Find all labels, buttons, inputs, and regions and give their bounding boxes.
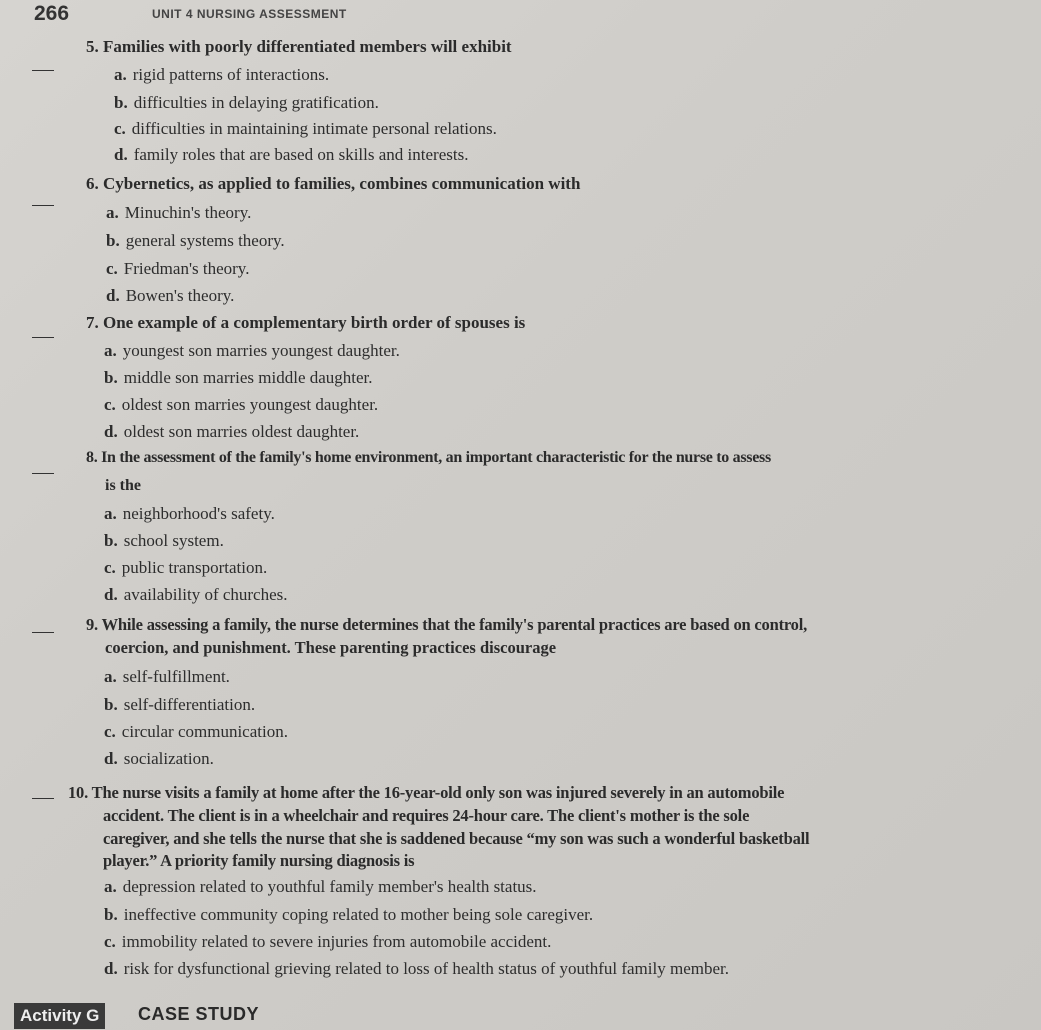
- answer-blank[interactable]: [32, 473, 54, 474]
- question-text: While assessing a family, the nurse determines that the family's parental practices are based on control,: [101, 615, 808, 634]
- option-b: [104, 530, 224, 552]
- option-text: self-differentiation.: [123, 695, 256, 714]
- option-letter: d.: [104, 422, 118, 441]
- option-text: risk for dysfunctional grieving related to loss of health status of youthful family member.: [123, 959, 729, 978]
- answer-blank[interactable]: [32, 337, 54, 338]
- option-letter: c.: [104, 395, 116, 414]
- option-c: [114, 118, 497, 140]
- question-text: One example of a complementary birth order of spouses is: [103, 313, 526, 332]
- question-stem-continued: accident. The client is in a wheelchair and requires 24-hour care. The client's mother is the sole: [103, 806, 750, 825]
- question-number: 10.: [68, 783, 89, 802]
- question-text: Cybernetics, as applied to families, combines communication with: [103, 174, 581, 193]
- question-text: The nurse visits a family at home after the 16-year-old only son was injured severely in an automobile: [91, 783, 785, 802]
- question-stem-continued: coercion, and punishment. These parenting practices discourage: [105, 638, 557, 657]
- option-text: difficulties in delaying gratification.: [133, 93, 379, 112]
- option-a: [104, 503, 275, 525]
- unit-title: UNIT 4 NURSING ASSESSMENT: [152, 7, 347, 21]
- answer-blank[interactable]: [32, 205, 54, 206]
- option-text: Minuchin's theory.: [124, 203, 252, 222]
- option-c: [104, 557, 267, 579]
- question-stem: [86, 312, 525, 334]
- option-letter: b.: [114, 93, 128, 112]
- option-a: [104, 666, 230, 688]
- option-text: ineffective community coping related to mother being sole caregiver.: [123, 905, 594, 924]
- option-d: [104, 748, 214, 770]
- option-letter: a.: [114, 65, 127, 84]
- option-b: [114, 92, 379, 114]
- option-a: [104, 876, 537, 898]
- question-stem: [86, 36, 512, 58]
- option-text: Bowen's theory.: [125, 286, 235, 305]
- option-letter: a.: [106, 203, 119, 222]
- option-letter: d.: [104, 749, 118, 768]
- option-text: depression related to youthful family member's health status.: [122, 877, 537, 896]
- option-letter: d.: [106, 286, 120, 305]
- option-b: [106, 230, 285, 252]
- option-text: difficulties in maintaining intimate personal relations.: [131, 119, 497, 138]
- question-stem: [86, 447, 771, 469]
- option-a: [104, 340, 400, 362]
- option-letter: b.: [104, 531, 118, 550]
- option-a: [106, 202, 251, 224]
- option-text: availability of churches.: [123, 585, 288, 604]
- option-letter: c.: [104, 932, 116, 951]
- activity-badge: Activity G: [14, 1003, 105, 1029]
- question-number: 6.: [86, 174, 99, 193]
- option-d: [104, 421, 359, 443]
- option-b: [104, 694, 255, 716]
- question-text: Families with poorly differentiated members will exhibit: [103, 37, 512, 56]
- option-c: [106, 258, 249, 280]
- option-d: [104, 584, 288, 606]
- option-c: [104, 931, 551, 953]
- option-text: Friedman's theory.: [123, 259, 250, 278]
- option-d: [114, 144, 468, 166]
- option-letter: b.: [104, 695, 118, 714]
- option-text: middle son marries middle daughter.: [123, 368, 373, 387]
- question-number: 9.: [86, 615, 98, 634]
- question-number: 7.: [86, 313, 99, 332]
- option-text: general systems theory.: [125, 231, 285, 250]
- option-text: school system.: [123, 531, 224, 550]
- option-a: [114, 64, 329, 86]
- question-stem-continued: caregiver, and she tells the nurse that she is saddened because “my son was such a wonderful basketball: [103, 829, 810, 848]
- option-b: [104, 367, 373, 389]
- option-text: family roles that are based on skills and interests.: [133, 145, 469, 164]
- option-text: socialization.: [123, 749, 214, 768]
- question-stem: [68, 782, 784, 804]
- option-text: circular communication.: [121, 722, 288, 741]
- option-c: [104, 394, 378, 416]
- option-c: [104, 721, 288, 743]
- option-letter: a.: [104, 341, 117, 360]
- answer-blank[interactable]: [32, 798, 54, 799]
- option-d: [104, 958, 729, 980]
- option-text: neighborhood's safety.: [122, 504, 275, 523]
- option-text: oldest son marries youngest daughter.: [121, 395, 379, 414]
- question-stem-continued: player.” A priority family nursing diagnosis is: [103, 851, 415, 870]
- option-letter: a.: [104, 877, 117, 896]
- option-b: [104, 904, 593, 926]
- option-text: youngest son marries youngest daughter.: [122, 341, 400, 360]
- option-letter: d.: [114, 145, 128, 164]
- option-d: [106, 285, 234, 307]
- option-letter: a.: [104, 667, 117, 686]
- option-letter: c.: [106, 259, 118, 278]
- option-letter: d.: [104, 585, 118, 604]
- option-text: immobility related to severe injuries from automobile accident.: [121, 932, 552, 951]
- option-letter: b.: [104, 368, 118, 387]
- answer-blank[interactable]: [32, 70, 54, 71]
- option-letter: d.: [104, 959, 118, 978]
- option-text: oldest son marries oldest daughter.: [123, 422, 360, 441]
- option-letter: b.: [106, 231, 120, 250]
- option-text: rigid patterns of interactions.: [132, 65, 330, 84]
- question-text: In the assessment of the family's home environment, an important characteristic for the nurse to assess: [101, 449, 771, 466]
- question-number: 5.: [86, 37, 99, 56]
- option-text: self-fulfillment.: [122, 667, 230, 686]
- question-stem: [86, 614, 807, 636]
- option-letter: c.: [104, 558, 116, 577]
- question-stem-continued: is the: [105, 477, 141, 494]
- page-number: 266: [34, 2, 70, 25]
- option-letter: b.: [104, 905, 118, 924]
- option-letter: a.: [104, 504, 117, 523]
- question-number: 8.: [86, 449, 98, 466]
- option-letter: c.: [114, 119, 126, 138]
- question-stem: [86, 173, 580, 195]
- option-text: public transportation.: [121, 558, 268, 577]
- answer-blank[interactable]: [32, 632, 54, 633]
- section-title: CASE STUDY: [138, 1004, 260, 1024]
- option-letter: c.: [104, 722, 116, 741]
